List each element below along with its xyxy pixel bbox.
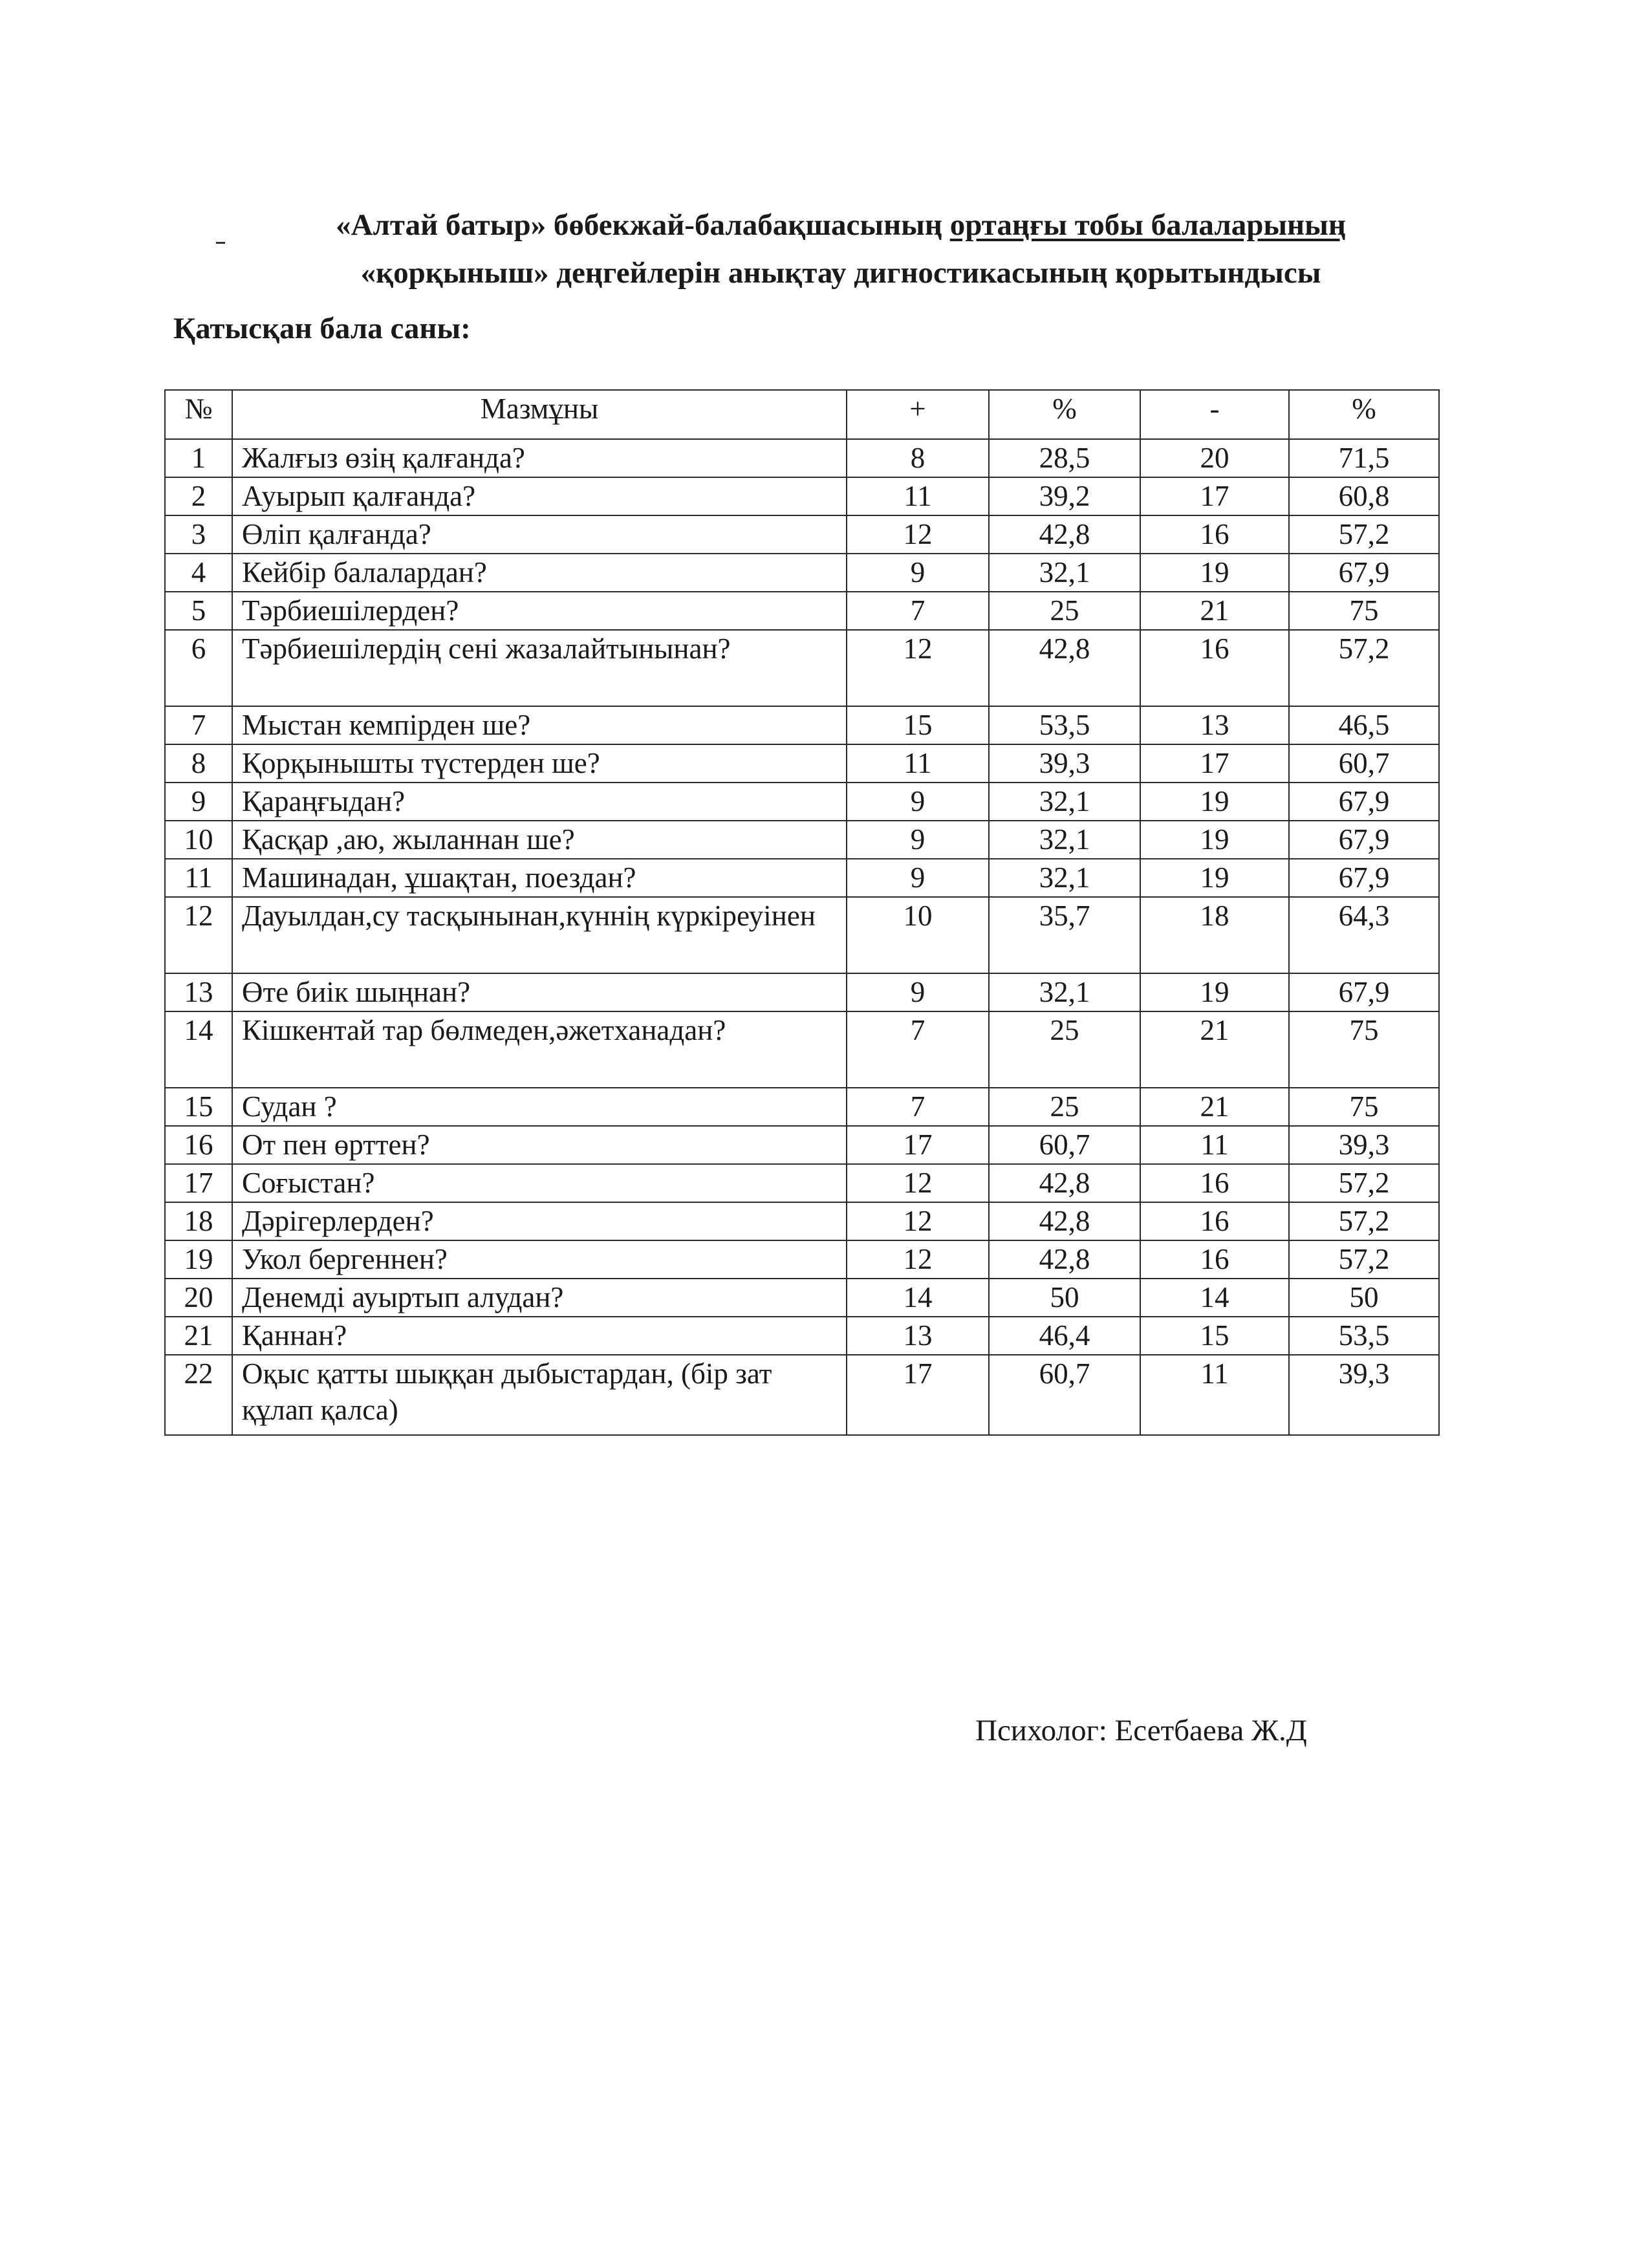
row-content: Мыстан кемпірден ше? xyxy=(232,706,847,744)
row-content: Кішкентай тар бөлмеден,әжетханадан? xyxy=(232,1011,847,1088)
column-header-number: № xyxy=(165,390,232,439)
row-number: 20 xyxy=(165,1279,232,1317)
row-minus-count: 16 xyxy=(1140,1202,1289,1240)
row-plus-percent: 35,7 xyxy=(989,897,1140,973)
row-minus-count: 19 xyxy=(1140,821,1289,859)
table-row xyxy=(165,439,1439,477)
row-plus-count: 9 xyxy=(847,783,989,821)
row-plus-count: 7 xyxy=(847,592,989,630)
table-row xyxy=(165,973,1439,1011)
row-minus-percent: 39,3 xyxy=(1289,1126,1439,1164)
row-number: 3 xyxy=(165,515,232,554)
row-content: Дәрігерлерден? xyxy=(232,1202,847,1240)
row-plus-percent: 42,8 xyxy=(989,630,1140,706)
row-plus-count: 17 xyxy=(847,1126,989,1164)
row-content: Укол бергеннен? xyxy=(232,1240,847,1279)
row-minus-percent: 75 xyxy=(1289,1088,1439,1126)
row-plus-percent: 32,1 xyxy=(989,783,1140,821)
table-row xyxy=(165,744,1439,783)
row-minus-percent: 57,2 xyxy=(1289,515,1439,554)
table-row xyxy=(165,897,1439,973)
row-minus-count: 21 xyxy=(1140,1088,1289,1126)
row-number: 7 xyxy=(165,706,232,744)
row-minus-percent: 75 xyxy=(1289,592,1439,630)
row-minus-percent: 60,7 xyxy=(1289,744,1439,783)
row-number: 19 xyxy=(165,1240,232,1279)
row-number: 4 xyxy=(165,554,232,592)
row-number: 21 xyxy=(165,1317,232,1355)
row-minus-percent: 53,5 xyxy=(1289,1317,1439,1355)
row-plus-percent: 25 xyxy=(989,592,1140,630)
row-minus-percent: 67,9 xyxy=(1289,554,1439,592)
row-plus-count: 17 xyxy=(847,1355,989,1435)
row-plus-percent: 25 xyxy=(989,1011,1140,1088)
row-number: 2 xyxy=(165,477,232,515)
table-row xyxy=(165,1279,1439,1317)
row-content: Қорқынышты түстерден ше? xyxy=(232,744,847,783)
row-plus-count: 9 xyxy=(847,821,989,859)
row-minus-percent: 57,2 xyxy=(1289,1202,1439,1240)
row-plus-count: 8 xyxy=(847,439,989,477)
row-content: Өліп қалғанда? xyxy=(232,515,847,554)
table-row xyxy=(165,630,1439,706)
title-line1-group: ортаңғы тобы балаларының xyxy=(949,208,1346,242)
title-line1-part1: «Алтай батыр» бөбекжай-балабақшасының xyxy=(336,208,950,242)
row-number: 16 xyxy=(165,1126,232,1164)
row-content: Дауылдан,су тасқынынан,күннің күркіреуінен xyxy=(232,897,847,973)
row-content: Денемді ауыртып алудан? xyxy=(232,1279,847,1317)
row-plus-percent: 42,8 xyxy=(989,1202,1140,1240)
row-plus-count: 12 xyxy=(847,1240,989,1279)
column-header-minus-percent: % xyxy=(1289,390,1439,439)
row-minus-percent: 67,9 xyxy=(1289,973,1439,1011)
row-minus-percent: 67,9 xyxy=(1289,821,1439,859)
row-content: Машинадан, ұшақтан, поездан? xyxy=(232,859,847,897)
row-plus-count: 13 xyxy=(847,1317,989,1355)
row-minus-percent: 67,9 xyxy=(1289,859,1439,897)
row-number: 5 xyxy=(165,592,232,630)
column-header-content: Мазмұны xyxy=(232,390,847,439)
document-title-line1 xyxy=(162,206,1520,244)
row-minus-percent: 57,2 xyxy=(1289,1164,1439,1202)
row-minus-count: 19 xyxy=(1140,973,1289,1011)
row-minus-percent: 46,5 xyxy=(1289,706,1439,744)
table-row xyxy=(165,1164,1439,1202)
table-row xyxy=(165,1088,1439,1126)
row-plus-percent: 50 xyxy=(989,1279,1140,1317)
row-number: 1 xyxy=(165,439,232,477)
table-row xyxy=(165,783,1439,821)
row-minus-count: 14 xyxy=(1140,1279,1289,1317)
row-minus-percent: 67,9 xyxy=(1289,783,1439,821)
row-minus-percent: 39,3 xyxy=(1289,1355,1439,1435)
row-minus-count: 13 xyxy=(1140,706,1289,744)
table-header-row xyxy=(165,390,1439,439)
table-row xyxy=(165,821,1439,859)
row-content: Соғыстан? xyxy=(232,1164,847,1202)
row-number: 11 xyxy=(165,859,232,897)
row-minus-percent: 50 xyxy=(1289,1279,1439,1317)
row-content: Қасқар ,аю, жыланнан ше? xyxy=(232,821,847,859)
row-number: 15 xyxy=(165,1088,232,1126)
row-plus-percent: 39,2 xyxy=(989,477,1140,515)
table-row xyxy=(165,1355,1439,1435)
row-minus-count: 16 xyxy=(1140,1164,1289,1202)
row-content: От пен өрттен? xyxy=(232,1126,847,1164)
row-plus-count: 12 xyxy=(847,1164,989,1202)
row-plus-percent: 39,3 xyxy=(989,744,1140,783)
participants-label: Қатысқан бала саны: xyxy=(173,312,471,345)
row-plus-percent: 53,5 xyxy=(989,706,1140,744)
row-plus-count: 9 xyxy=(847,859,989,897)
table-row xyxy=(165,477,1439,515)
row-plus-count: 12 xyxy=(847,630,989,706)
table-row xyxy=(165,1240,1439,1279)
table-row xyxy=(165,1317,1439,1355)
row-plus-percent: 60,7 xyxy=(989,1355,1140,1435)
row-plus-percent: 42,8 xyxy=(989,515,1140,554)
row-number: 9 xyxy=(165,783,232,821)
table-row xyxy=(165,1126,1439,1164)
row-minus-percent: 57,2 xyxy=(1289,1240,1439,1279)
row-plus-count: 7 xyxy=(847,1011,989,1088)
row-plus-count: 15 xyxy=(847,706,989,744)
row-plus-percent: 42,8 xyxy=(989,1164,1140,1202)
row-content: Тәрбиешілерден? xyxy=(232,592,847,630)
row-minus-count: 17 xyxy=(1140,744,1289,783)
row-content: Судан ? xyxy=(232,1088,847,1126)
row-plus-percent: 32,1 xyxy=(989,554,1140,592)
row-plus-count: 12 xyxy=(847,1202,989,1240)
column-header-minus: - xyxy=(1140,390,1289,439)
table-row xyxy=(165,1011,1439,1088)
table-row xyxy=(165,1202,1439,1240)
row-minus-count: 19 xyxy=(1140,859,1289,897)
row-minus-count: 15 xyxy=(1140,1317,1289,1355)
row-minus-count: 19 xyxy=(1140,554,1289,592)
table-row xyxy=(165,706,1439,744)
row-content: Жалғыз өзің қалғанда? xyxy=(232,439,847,477)
psychologist-signature: Психолог: Есетбаева Ж.Д xyxy=(975,1714,1307,1747)
row-number: 10 xyxy=(165,821,232,859)
row-minus-count: 19 xyxy=(1140,783,1289,821)
row-minus-percent: 75 xyxy=(1289,1011,1439,1088)
row-plus-percent: 46,4 xyxy=(989,1317,1140,1355)
table-row xyxy=(165,554,1439,592)
row-plus-percent: 25 xyxy=(989,1088,1140,1126)
row-minus-count: 11 xyxy=(1140,1126,1289,1164)
table-row xyxy=(165,592,1439,630)
document-title-line2: «қорқыныш» деңгейлерін анықтау дигностикасының қорытындысы xyxy=(360,256,1321,290)
row-plus-percent: 32,1 xyxy=(989,821,1140,859)
row-number: 13 xyxy=(165,973,232,1011)
row-minus-count: 21 xyxy=(1140,1011,1289,1088)
table-row xyxy=(165,515,1439,554)
row-number: 6 xyxy=(165,630,232,706)
row-plus-count: 10 xyxy=(847,897,989,973)
row-content: Кейбір балалардан? xyxy=(232,554,847,592)
row-minus-count: 16 xyxy=(1140,1240,1289,1279)
row-minus-count: 16 xyxy=(1140,515,1289,554)
row-content: Ауырып қалғанда? xyxy=(232,477,847,515)
row-minus-count: 21 xyxy=(1140,592,1289,630)
row-plus-count: 11 xyxy=(847,477,989,515)
row-plus-count: 9 xyxy=(847,973,989,1011)
results-table xyxy=(164,389,1440,1436)
row-number: 8 xyxy=(165,744,232,783)
row-minus-percent: 71,5 xyxy=(1289,439,1439,477)
column-header-plus: + xyxy=(847,390,989,439)
row-content: Қараңғыдан? xyxy=(232,783,847,821)
row-plus-percent: 32,1 xyxy=(989,859,1140,897)
table-row xyxy=(165,859,1439,897)
row-plus-percent: 60,7 xyxy=(989,1126,1140,1164)
row-number: 17 xyxy=(165,1164,232,1202)
row-plus-count: 11 xyxy=(847,744,989,783)
row-plus-count: 12 xyxy=(847,515,989,554)
row-minus-count: 17 xyxy=(1140,477,1289,515)
row-minus-count: 18 xyxy=(1140,897,1289,973)
row-minus-percent: 64,3 xyxy=(1289,897,1439,973)
row-minus-count: 11 xyxy=(1140,1355,1289,1435)
row-plus-percent: 42,8 xyxy=(989,1240,1140,1279)
row-plus-percent: 32,1 xyxy=(989,973,1140,1011)
column-header-plus-percent: % xyxy=(989,390,1140,439)
row-number: 12 xyxy=(165,897,232,973)
row-plus-percent: 28,5 xyxy=(989,439,1140,477)
results-table-body xyxy=(165,390,1439,1435)
row-plus-count: 7 xyxy=(847,1088,989,1126)
row-plus-count: 9 xyxy=(847,554,989,592)
row-minus-count: 20 xyxy=(1140,439,1289,477)
row-minus-count: 16 xyxy=(1140,630,1289,706)
row-number: 14 xyxy=(165,1011,232,1088)
row-content: Тәрбиешілердің сені жазалайтынынан? xyxy=(232,630,847,706)
row-number: 18 xyxy=(165,1202,232,1240)
row-content: Оқыс қатты шыққан дыбыстардан, (бір зат құлап қалса) xyxy=(232,1355,847,1435)
row-content: Қаннан? xyxy=(232,1317,847,1355)
row-number: 22 xyxy=(165,1355,232,1435)
row-minus-percent: 60,8 xyxy=(1289,477,1439,515)
row-minus-percent: 57,2 xyxy=(1289,630,1439,706)
row-content: Өте биік шыңнан? xyxy=(232,973,847,1011)
row-plus-count: 14 xyxy=(847,1279,989,1317)
